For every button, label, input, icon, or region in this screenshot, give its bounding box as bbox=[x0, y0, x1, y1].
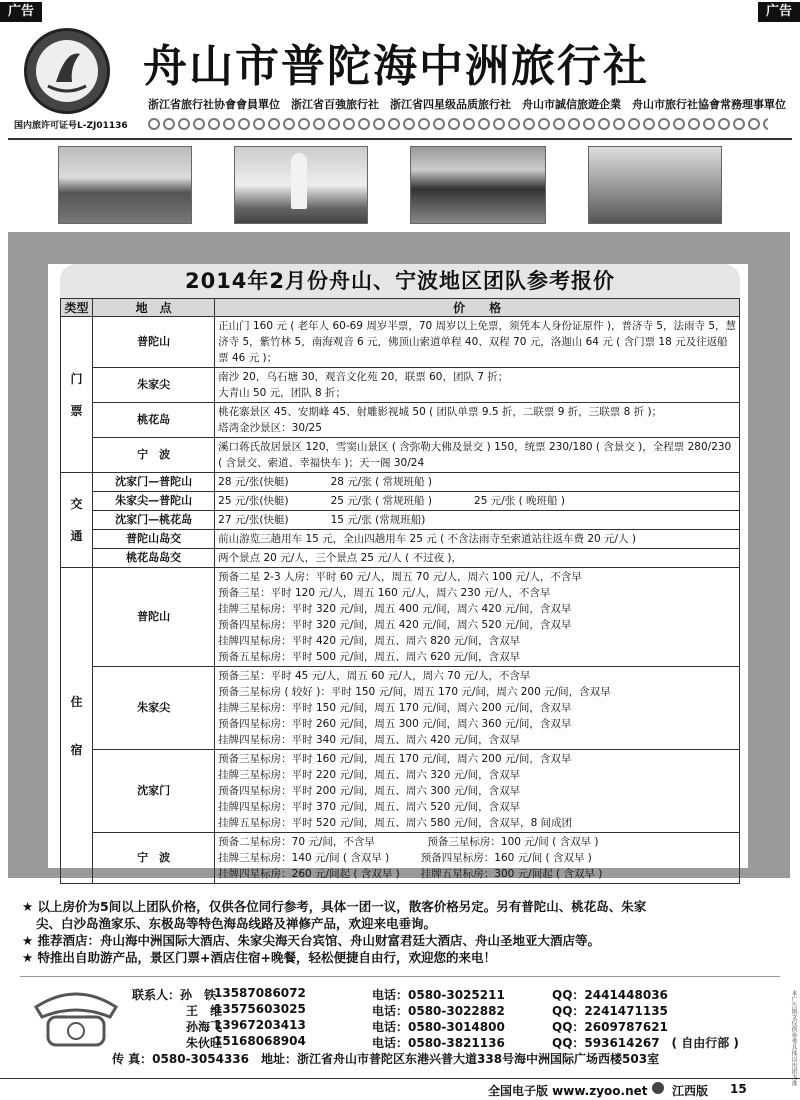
table-row bbox=[61, 368, 740, 403]
location-cell: 普陀山 bbox=[93, 568, 215, 667]
contact-mobile: 13575603025 bbox=[214, 1002, 306, 1016]
price-cell bbox=[215, 438, 740, 473]
table-row bbox=[61, 530, 740, 549]
price-line: 票 46 元 )； bbox=[218, 352, 278, 364]
location-cell: 沈家门—桃花岛 bbox=[93, 511, 215, 530]
contact-name: 朱伙旺 bbox=[186, 1036, 223, 1050]
notes bbox=[22, 898, 782, 966]
contact-mobile: 13587086072 bbox=[214, 986, 306, 1000]
price-line: 挂牌三星标房：平时 150 元/间，周五 170 元/间，周六 200 元/间，含双早 bbox=[218, 702, 572, 714]
note-line: 尖、白沙岛渔家乐、东极岛等特色海岛线路及禅修产品，欢迎来电垂询。 bbox=[36, 916, 437, 931]
table-row bbox=[61, 403, 740, 438]
price-cell bbox=[215, 511, 740, 530]
col-price: 价 格 bbox=[215, 299, 740, 317]
price-line: 两个景点 20 元/人，三个景点 25 元/人 ( 不过夜 )， bbox=[218, 552, 463, 564]
decorative-border bbox=[148, 118, 768, 130]
ad-tag-right: 广告 bbox=[758, 2, 800, 22]
price-line: 预备三星：平时 120 元/人，周五 160 元/人，周六 230 元/人，不含早 bbox=[218, 587, 551, 599]
price-cell bbox=[215, 368, 740, 403]
footer-website: 全国电子版 www.zyoo.net bbox=[488, 1084, 648, 1098]
company-logo bbox=[24, 28, 110, 114]
price-line: 正山门 160 元 ( 老年人 60-69 周岁半票，70 周岁以上免票，须凭本人身份证原件 )，普济寺 5，法雨寺 5，慧 bbox=[218, 320, 736, 332]
price-line: 溪口蒋氏故居景区 120，雪窦山景区 ( 含弥勒大佛及景交 ) 150，统票 230/180 ( 含景交 )，全程票 280/230 bbox=[218, 441, 732, 453]
price-cell bbox=[215, 530, 740, 549]
category-cell: 门 票 bbox=[61, 317, 93, 473]
contact-name: 王 维 bbox=[186, 1004, 223, 1018]
guanyin-statue-photo bbox=[234, 146, 368, 224]
side-note: 本广告图文仅供参考具体以出团为准 bbox=[790, 990, 797, 1086]
col-type: 类型 bbox=[61, 299, 93, 317]
ad-tag-left: 广告 bbox=[0, 2, 42, 22]
contact-qq: QQ：2441448036 bbox=[552, 988, 668, 1002]
table-row bbox=[61, 511, 740, 530]
location-cell: 桃花岛 bbox=[93, 403, 215, 438]
price-cell bbox=[215, 568, 740, 667]
contact-qq: QQ：2609787621 bbox=[552, 1020, 668, 1034]
location-cell: 普陀山 bbox=[93, 317, 215, 368]
bridge-lake-photo bbox=[410, 146, 546, 224]
price-table bbox=[60, 298, 740, 884]
price-line: 预备四星标房：平时 320 元/间，周五 420 元/间，周六 520 元/间，含双早 bbox=[218, 619, 572, 631]
price-line: 25 元/张(快艇) 25 元/张 ( 常规班船 ) 25 元/张 ( 晚班船 ) bbox=[218, 495, 565, 507]
company-name: 舟山市普陀海中洲旅行社 bbox=[143, 41, 649, 92]
price-cell bbox=[215, 667, 740, 750]
price-line: 预备二星标房：70 元/间，不含早 预备三星标房：100 元/间 ( 含双早 ) bbox=[218, 836, 599, 848]
contact-tel: 电话：0580-3821136 bbox=[372, 1036, 505, 1050]
table-row bbox=[61, 492, 740, 511]
price-line: 济寺 5，紫竹林 5，南海观音 6 元，佛顶山索道单程 40、双程 70 元，洛迦山 64 元 ( 含门票 18 元及往返船 bbox=[218, 336, 728, 348]
price-cell bbox=[215, 317, 740, 368]
contact-mobile: 13967203413 bbox=[214, 1018, 306, 1032]
location-cell: 朱家尖 bbox=[93, 368, 215, 403]
contact-name: 孙海飞 bbox=[186, 1020, 223, 1034]
sail-logo-icon bbox=[36, 40, 98, 102]
footer bbox=[0, 1078, 800, 1100]
price-line: 挂牌五星标房：平时 520 元/间，周五、周六 580 元/间，含双早，8 间成团 bbox=[218, 817, 573, 829]
price-line: 挂牌四星标房：平时 370 元/间，周五、周六 520 元/间，含双早 bbox=[218, 801, 521, 813]
page-number: 15 bbox=[730, 1082, 747, 1096]
table-row bbox=[61, 317, 740, 368]
temple-hill-photo bbox=[588, 146, 722, 224]
price-line: 预备三星标房 ( 较好 )：平时 150 元/间，周五 170 元/间，周六 200 元/间，含双早 bbox=[218, 686, 611, 698]
footer-logo-icon bbox=[652, 1082, 664, 1094]
table-row bbox=[61, 568, 740, 667]
price-cell bbox=[215, 833, 740, 884]
price-line: 挂牌三星标房：平时 320 元/间，周五 400 元/间，周六 420 元/间，含双早 bbox=[218, 603, 572, 615]
company-honors: 浙江省旅行社协會會員單位 浙江省百強旅行社 浙江省四星级品质旅行社 舟山市誠信旅遊企業 舟山市旅行社協會常務理事單位 bbox=[148, 98, 786, 111]
price-line: 27 元/张(快艇) 15 元/张 (常规班船) bbox=[218, 514, 426, 526]
contact-name: 联系人：孙 铁 bbox=[132, 988, 217, 1002]
fax-address: 传 真：0580-3054336 地址：浙江省舟山市普陀区东港兴普大道338号海中洲国际广场西楼503室 bbox=[112, 1052, 660, 1066]
location-cell: 沈家门—普陀山 bbox=[93, 473, 215, 492]
contact-tel: 电话：0580-3022882 bbox=[372, 1004, 505, 1018]
contact-mobile: 15168068904 bbox=[214, 1034, 306, 1048]
price-line: ( 含景交、索道、幸福快车 )；天一阁 30/24 bbox=[218, 457, 425, 469]
table-row bbox=[61, 833, 740, 884]
location-cell: 普陀山岛交 bbox=[93, 530, 215, 549]
table-row bbox=[61, 549, 740, 568]
price-line: 挂牌三星标房：平时 220 元/间，周五、周六 320 元/间，含双早 bbox=[218, 769, 521, 781]
table-row bbox=[61, 750, 740, 833]
footer-edition: 江西版 bbox=[672, 1084, 709, 1098]
price-line: 预备三星：平时 45 元/人，周五 60 元/人，周六 70 元/人，不含早 bbox=[218, 670, 531, 682]
note-line: ★ 以上房价为5间以上团队价格，仅供各位同行参考，具体一团一议，散客价格另定。另有普陀山、桃花岛、朱家 bbox=[22, 899, 647, 914]
price-line: 挂牌四星标房：260 元/间起 ( 含双早 ) 挂牌五星标房：300 元/间起 ( 含双早 ) bbox=[218, 868, 603, 880]
price-cell bbox=[215, 549, 740, 568]
page-title: 2014年2月份舟山、宁波地区团队参考报价 bbox=[60, 264, 740, 298]
price-cell bbox=[215, 473, 740, 492]
price-line: 挂牌三星标房：140 元/间 ( 含双早 ) 预备四星标房：160 元/间 ( 含双早 ) bbox=[218, 852, 592, 864]
license-number: 国内旅许可证号L-ZJ01136 bbox=[14, 121, 128, 131]
price-line: 桃花寨景区 45、安期峰 45、射雕影视城 50 ( 团队单票 9.5 折，二联票 9 折，三联票 8 折 )； bbox=[218, 406, 663, 418]
price-line: 28 元/张(快艇) 28 元/张 ( 常规班船 ) bbox=[218, 476, 433, 488]
price-line: 预备四星标房：平时 260 元/间，周五 300 元/间，周六 360 元/间，含双早 bbox=[218, 718, 572, 730]
telephone-icon bbox=[30, 987, 122, 1049]
price-line: 大青山 50 元，团队 8 折； bbox=[218, 387, 347, 399]
note-line: ★ 推荐酒店：舟山海中洲国际大酒店、朱家尖海天台宾馆、舟山财富君廷大酒店、舟山圣地亚大酒店等。 bbox=[22, 933, 601, 948]
price-line: 塔湾金沙景区：30/25 bbox=[218, 422, 322, 434]
price-cell bbox=[215, 403, 740, 438]
price-line: 挂牌四星标房：平时 420 元/间，周五、周六 820 元/间，含双早 bbox=[218, 635, 521, 647]
table-row bbox=[61, 438, 740, 473]
contact-qq: QQ：2241471135 bbox=[552, 1004, 668, 1018]
price-line: 南沙 20，乌石塘 30，观音文化苑 20，联票 60，团队 7 折； bbox=[218, 371, 509, 383]
price-line: 前山游览三趟用车 15 元，全山四趟用车 25 元 ( 不含法雨寺至索道站往返车费 20 元/人 ) bbox=[218, 533, 637, 545]
col-location: 地 点 bbox=[93, 299, 215, 317]
location-cell: 沈家门 bbox=[93, 750, 215, 833]
price-cell bbox=[215, 750, 740, 833]
price-cell bbox=[215, 492, 740, 511]
location-cell: 宁 波 bbox=[93, 438, 215, 473]
location-cell: 朱家尖—普陀山 bbox=[93, 492, 215, 511]
contact-tel: 电话：0580-3014800 bbox=[372, 1020, 505, 1034]
contact-qq: QQ：593614267 ( 自由行部 ) bbox=[552, 1036, 739, 1050]
location-cell: 桃花岛岛交 bbox=[93, 549, 215, 568]
price-line: 预备三星标房：平时 160 元/间，周五 170 元/间，周六 200 元/间，含双早 bbox=[218, 753, 572, 765]
category-cell: 住 宿 bbox=[61, 568, 93, 884]
contact-tel: 电话：0580-3025211 bbox=[372, 988, 505, 1002]
category-cell: 交 通 bbox=[61, 473, 93, 568]
table-row bbox=[61, 473, 740, 492]
price-line: 预备五星标房：平时 500 元/间，周五、周六 620 元/间，含双早 bbox=[218, 651, 521, 663]
company-header bbox=[8, 22, 792, 140]
price-line: 预备四星标房：平时 200 元/间，周五、周六 300 元/间，含双早 bbox=[218, 785, 521, 797]
location-cell: 宁 波 bbox=[93, 833, 215, 884]
price-line: 挂牌四星标房：平时 340 元/间，周五、周六 420 元/间，含双早 bbox=[218, 734, 521, 746]
note-line: ★ 特推出自助游产品，景区门票+酒店住宿+晚餐，轻松便捷自由行，欢迎您的来电！ bbox=[22, 950, 497, 965]
table-row bbox=[61, 667, 740, 750]
island-photo bbox=[58, 146, 192, 224]
location-cell: 朱家尖 bbox=[93, 667, 215, 750]
price-line: 预备二星 2-3 人房：平时 60 元/人，周五 70 元/人，周六 100 元/人，不含早 bbox=[218, 571, 582, 583]
